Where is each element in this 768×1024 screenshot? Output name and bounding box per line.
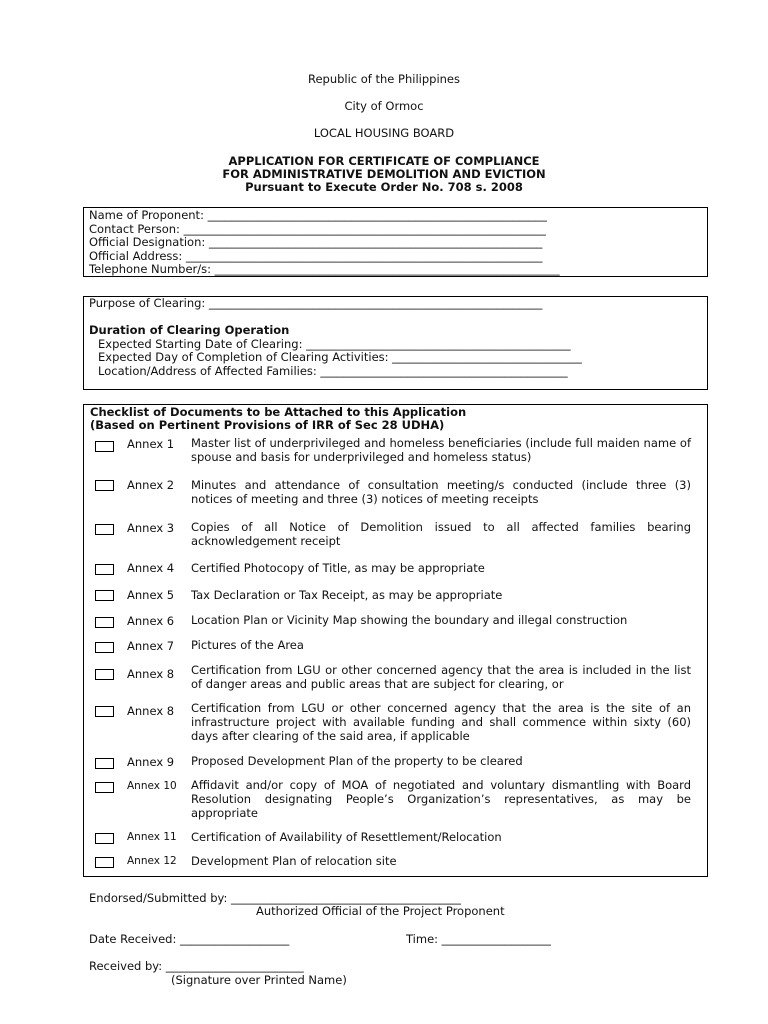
annex-3-description: Copies of all Notice of Demolition issued to all affected families bearing acknowledgement receipt	[191, 520, 691, 548]
annex-4-description: Certified Photocopy of Title, as may be appropriate	[191, 561, 485, 575]
annex-12-description: Development Plan of relocation site	[191, 854, 397, 868]
header-city: City of Ormoc	[344, 99, 424, 113]
annex-6-description: Location Plan or Vicinity Map showing the boundary and illegal construction	[191, 613, 628, 627]
duration-heading: Duration of Clearing Operation	[89, 323, 290, 337]
expected-start-field[interactable]: Expected Starting Date of Clearing: ______________________________________________	[98, 337, 571, 351]
received-by-field[interactable]: Received by: ________________________	[89, 959, 304, 973]
date-received-field[interactable]: Date Received: ___________________	[89, 932, 290, 946]
annex-8b-description: Certification from LGU or other concerned agency that the area is the site of an infrastructure project with available funding and shall commence within sixty (60) days after clearing of the said area, if applicable	[191, 701, 691, 743]
endorsed-by-field[interactable]: Endorsed/Submitted by: ________________________________________	[89, 891, 461, 905]
annex-12-checkbox[interactable]	[95, 857, 114, 868]
annex-6-label: Annex 6	[127, 614, 175, 628]
annex-2-description: Minutes and attendance of consultation meeting/s conducted (include three (3) notices of meeting and three (3) notices of meeting receipts	[191, 478, 691, 506]
annex-8-checkbox[interactable]	[95, 669, 114, 680]
annex-11-checkbox[interactable]	[95, 833, 114, 844]
annex-6-checkbox[interactable]	[95, 617, 114, 628]
annex-7-description: Pictures of the Area	[191, 638, 304, 652]
annex-8-label: Annex 8	[127, 667, 175, 681]
contact-person-field[interactable]: Contact Person: _______________________________________________________________	[89, 221, 546, 236]
header-republic: Republic of the Philippines	[307, 72, 461, 86]
title-line-3: Pursuant to Execute Order No. 708 s. 2008	[245, 180, 523, 194]
annex-9-label: Annex 9	[127, 755, 175, 769]
annex-10-label: Annex 10	[127, 780, 177, 792]
header-board: LOCAL HOUSING BOARD	[313, 126, 455, 140]
checklist-subheading: (Based on Pertinent Provisions of IRR of Sec 28 UDHA)	[90, 418, 445, 432]
affected-families-location-field[interactable]: Location/Address of Affected Families: ___________________________________________	[98, 364, 568, 378]
annex-9-description: Proposed Development Plan of the property to be cleared	[191, 754, 523, 768]
authorized-official-caption: Authorized Official of the Project Proponent	[256, 904, 505, 918]
annex-1-label: Annex 1	[127, 437, 175, 451]
annex-9-checkbox[interactable]	[95, 758, 114, 769]
annex-11-label: Annex 11	[127, 831, 177, 843]
expected-completion-field[interactable]: Expected Day of Completion of Clearing Activities: _________________________________	[98, 350, 582, 364]
annex-3-checkbox[interactable]	[95, 524, 114, 535]
annex-3-label: Annex 3	[127, 521, 175, 535]
annex-11-description: Certification of Availability of Resettlement/Relocation	[191, 830, 502, 844]
title-line-2: FOR ADMINISTRATIVE DEMOLITION AND EVICTION	[222, 167, 546, 181]
annex-4-checkbox[interactable]	[95, 564, 114, 575]
annex-10-description: Affidavit and/or copy of MOA of negotiated and voluntary dismantling with Board Resolution designating People’s Organization’s representatives, as may be appropriate	[191, 778, 691, 820]
annex-7-checkbox[interactable]	[95, 642, 114, 653]
annex-8-description: Certification from LGU or other concerned agency that the area is included in the list of danger areas and public areas that are subject for clearing, or	[191, 663, 691, 691]
annex-1-description: Master list of underprivileged and homeless beneficiaries (include full maiden name of spouse and basis for underprivileged and homeless status)	[191, 436, 691, 464]
annex-5-checkbox[interactable]	[95, 590, 114, 601]
annex-5-description: Tax Declaration or Tax Receipt, as may be appropriate	[191, 588, 503, 602]
annex-2-label: Annex 2	[127, 478, 175, 492]
name-of-proponent-field[interactable]: Name of Proponent: ___________________________________________________________	[89, 209, 547, 222]
title-line-1: APPLICATION FOR CERTIFICATE OF COMPLIANCE	[228, 154, 540, 168]
telephone-field[interactable]: Telephone Number/s: ____________________________________________________________	[89, 262, 560, 276]
annex-7-label: Annex 7	[127, 639, 175, 653]
official-address-field[interactable]: Official Address: ______________________________________________________________	[89, 248, 543, 263]
checklist-heading: Checklist of Documents to be Attached to this Application	[90, 405, 467, 419]
annex-5-label: Annex 5	[127, 588, 175, 602]
purpose-of-clearing-field[interactable]: Purpose of Clearing: __________________________________________________________	[89, 296, 543, 310]
annex-8b-label: Annex 8	[127, 704, 175, 718]
proponent-fields	[89, 209, 701, 277]
annex-4-label: Annex 4	[127, 561, 175, 575]
signature-caption: (Signature over Printed Name)	[171, 973, 347, 987]
time-field[interactable]: Time: ___________________	[406, 932, 551, 946]
annex-12-label: Annex 12	[127, 855, 177, 867]
official-designation-field[interactable]: Official Designation: __________________________________________________________	[89, 235, 543, 249]
annex-2-checkbox[interactable]	[95, 480, 114, 491]
annex-8b-checkbox[interactable]	[95, 706, 114, 717]
annex-1-checkbox[interactable]	[95, 441, 114, 452]
annex-10-checkbox[interactable]	[95, 782, 114, 793]
